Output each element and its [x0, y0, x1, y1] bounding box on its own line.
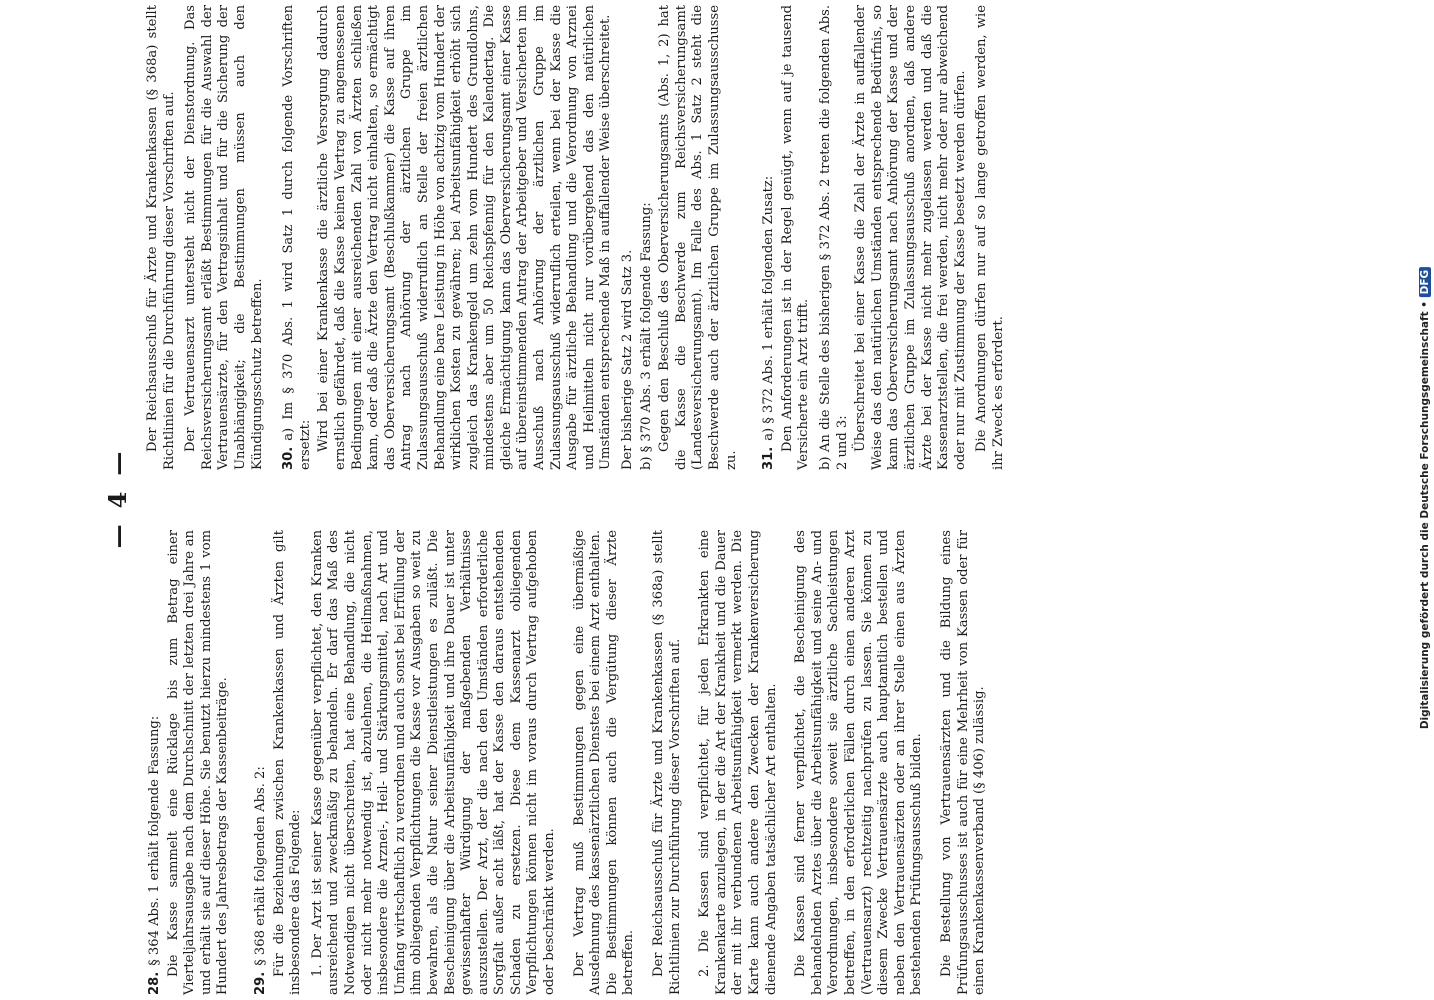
- section-28-heading: [147, 530, 164, 995]
- section-28-title: § 364 Abs. 1 erhält folgende Fassung:: [147, 715, 162, 966]
- page-number: 4: [102, 491, 132, 509]
- section-30-a-heading: a) Im § 370 Abs. 1 wird Satz 1 durch folgende Vorschriften ersetzt:: [281, 5, 313, 470]
- section-29-item-1: 1. Der Arzt ist seiner Kasse gegenüber verpflichtet, den Kranken ausreichend und zweckmäßig zu behandeln. Er darf das Maß des Notwendigen nicht überschreiten, hat eine Behandlung, die nicht oder nicht mehr notwendig ist, abzulehnen, die Heilmaßnahmen, insbesondere die Arznei-, Heil- und Stärkungsmittel, nach Art und Umfang wirtschaftlich zu verordnen und auch sonst bei Erfüllung der ihm obliegenden Verpflichtungen die Kasse vor Ausgaben so weit zu bewahren, als die Natur seiner Dienstleistungen es zuläßt. Die Bescheinigung über die Arbeitsunfähigkeit und ihre Dauer ist unter gewissenhafter Würdigung der maßgebenden Verhältnisse auszustellen. Der Arzt, der die nach den Umständen erforderliche Sorgfalt außer acht läßt, hat der Kasse den daraus entstehenden Schaden zu ersetzen. Diese dem Kassenarzt obliegenden Verpflichtungen können nicht im voraus durch Vertrag aufgehoben oder beschränkt werden.: [309, 530, 558, 995]
- section-31-a-heading: a) § 372 Abs. 1 erhält folgenden Zusatz:: [761, 175, 777, 441]
- section-29-trust-doctor-paragraph: Die Kassen sind ferner verpflichtet, die Bescheinigung des behandelnden Arztes über die Arbeitsunfähigkeit und seine An- und Verordnungen, insbesondere soweit sie ärztliche Sachleistungen betreffen, in den erforderlichen Fällen durch einen anderen Arzt (Vertrauensarzt) rechtzeitig nachprüfen zu lassen. Sie können zu diesem Zwecke Vertrauensärzte auch hauptamtlich bestellen und neben den Vertrauensärzten oder an ihrer Stelle einen aus Ärzten bestehenden Prüfungsausschuß bilden.: [793, 530, 925, 995]
- right-guidelines-paragraph: Der Reichsausschuß für Ärzte und Krankenkassen (§ 368a) stellt Richtlinien für die Durchführung dieser Vorschriften auf.: [145, 5, 177, 470]
- page-dash-right: —: [102, 451, 132, 476]
- section-28-number: 28.: [147, 971, 162, 995]
- section-30-b-heading: b) § 370 Abs. 3 erhält folgende Fassung:: [638, 202, 654, 470]
- section-30-a-body: Wird bei einer Krankenkasse die ärztliche Versorgung dadurch ernstlich gefährdet, daß die Kasse keinen Vertrag zu angemessenen Bedingungen mit einer ausreichenden Zahl von Ärzten schließen kann, oder daß die Ärzte den Vertrag nicht einhalten, so ermächtigt das Oberversicherungsamt (Beschlußkammer) die Kasse auf ihren Antrag nach Anhörung der ärztlichen Gruppe im Zulassungsausschuß widerruflich an Stelle der freien ärztlichen Behandlung eine bare Leistung in Höhe von achtzig vom Hundert der wirklichen Kosten zu gewähren; bei Arbeitsunfähigkeit erhöht sich zugleich das Krankengeld um zehn vom Hundert des Grundlohns, mindestens aber um 50 Reichspfennig für den Kalendertag. Die gleiche Ermächtigung kann das Oberversicherungsamt einer Kasse auf übereinstimmenden Antrag der Arbeitgeber und Versicherten im Ausschuß nach Anhörung der ärztlichen Gruppe im Zulassungsausschuß widerruflich erteilen, wenn bei der Kasse die Ausgabe für ärztliche Behandlung und die Verordnung von Arznei und Heilmitteln nicht nur vorübergehend das den natürlichen Umständen entsprechende Maß in auffallender Weise überschreitet.: [316, 5, 614, 470]
- section-29-title: § 368 erhält folgenden Abs. 2:: [252, 766, 268, 966]
- digitization-stamp: Digitalisierung gefördert durch die Deutsche Forschungsgemeinschaft • DFG: [1414, 8, 1434, 988]
- section-31-number: 31.: [761, 446, 777, 470]
- left-column: [145, 530, 1315, 995]
- section-29-guidelines-paragraph: Der Reichsausschuß für Ärzte und Krankenkassen (§ 368a) stellt Richtlinien zur Durchführung dieser Vorschriften auf.: [651, 530, 683, 995]
- page-header: [95, 0, 139, 1000]
- document-page: [95, 0, 1335, 1000]
- section-31-heading: [761, 5, 778, 470]
- right-column: [145, 5, 1315, 470]
- section-30-b-body: Gegen den Beschluß des Oberversicherungsamts (Abs. 1, 2) hat die Kasse die Beschwerde zum Reichsversicherungsamt (Landesversicherungsamt). Im Falle des Abs. 1 Satz 2 steht die Beschwerde auch der ärztlichen Gruppe im Zulassungsausschusse zu.: [657, 5, 739, 470]
- section-29-intro: Für die Beziehungen zwischen Krankenkassen und Ärzten gilt insbesondere das Folgende:: [271, 530, 304, 995]
- section-30-number: 30.: [281, 446, 297, 470]
- page-dash-left: —: [102, 524, 132, 549]
- section-29-contract-paragraph: Der Vertrag muß Bestimmungen gegen eine übermäßige Ausdehnung des kassenärztlichen Dienstes bei einem Arzt enthalten. Die Bestimmungen können auch die Vergütung dieser Ärzte betreffen.: [571, 530, 637, 995]
- section-31-b-body-1: Überschreitet bei einer Kasse die Zahl der Ärzte in auffallender Weise das den natürlichen Umständen entsprechende Bedürfnis, so kann das Oberversicherungsamt nach Anhörung der Kasse und der ärztlichen Gruppe im Zulassungsausschuß anordnen, daß andere Ärzte bei der Kasse nicht mehr zugelassen werden und daß die Kassenarztstellen, die frei werden, nicht mehr oder nur abweichend oder nur mit Zustimmung der Kasse besetzt werden dürfen.: [853, 5, 968, 470]
- section-29-committee-paragraph: Die Bestellung von Vertrauensärzten und die Bildung eines Prüfungsausschusses ist auch für eine Mehrheit von Kassen oder für einen Krankenkassenverband (§ 406) zulässig.: [938, 530, 988, 995]
- section-31-b-body-2: Die Anordnungen dürfen nur auf so lange getroffen werden, wie ihr Zweck es erfordert.: [974, 5, 1006, 470]
- section-30-a-tail: Der bisherige Satz 2 wird Satz 3.: [620, 249, 636, 470]
- dfg-logo: DFG: [1419, 267, 1431, 298]
- section-29-heading: [253, 530, 270, 995]
- section-29-item-2: 2. Die Kassen sind verpflichtet, für jeden Erkrankten eine Krankenkarte anzulegen, in der die Art der Krankheit und die Dauer der mit ihr verbundenen Arbeitsunfähigkeit vermerkt werden. Die Karte kann auch andere den Zwecken der Krankenversicherung dienende Angaben tatsächlicher Art enthalten.: [697, 530, 779, 995]
- section-31-a-body: Den Anforderungen ist in der Regel genügt, wenn auf je tausend Versicherte ein Arzt trifft.: [779, 5, 812, 470]
- stamp-text: Digitalisierung gefördert durch die Deutsche Forschungsgemeinschaft: [1419, 311, 1431, 730]
- right-trust-doctor-paragraph: Der Vertrauensarzt untersteht nicht der Dienstordnung. Das Reichsversicherungsamt erläßt Bestimmungen für die Auswahl der Vertrauensärzte, für den Vertragsinhalt und für die Sicherung der Unabhängigkeit; die Bestimmungen müssen auch den Kündigungsschutz betreffen.: [183, 5, 265, 470]
- section-30-heading: [281, 5, 314, 470]
- section-29-number: 29.: [252, 971, 268, 995]
- section-28-paragraph: Die Kasse sammelt eine Rücklage bis zum Betrag einer Vierteljahrsausgabe nach dem Durchschnitt der letzten drei Jahre an und erhält sie auf dieser Höhe. Sie benutzt hierzu mindestens 1 vom Hundert des Jahresbetrags der Kassenbeiträge.: [165, 530, 231, 995]
- section-31-b-heading: b) An die Stelle des bisherigen § 372 Abs. 2 treten die folgenden Abs. 2 und 3:: [817, 5, 850, 470]
